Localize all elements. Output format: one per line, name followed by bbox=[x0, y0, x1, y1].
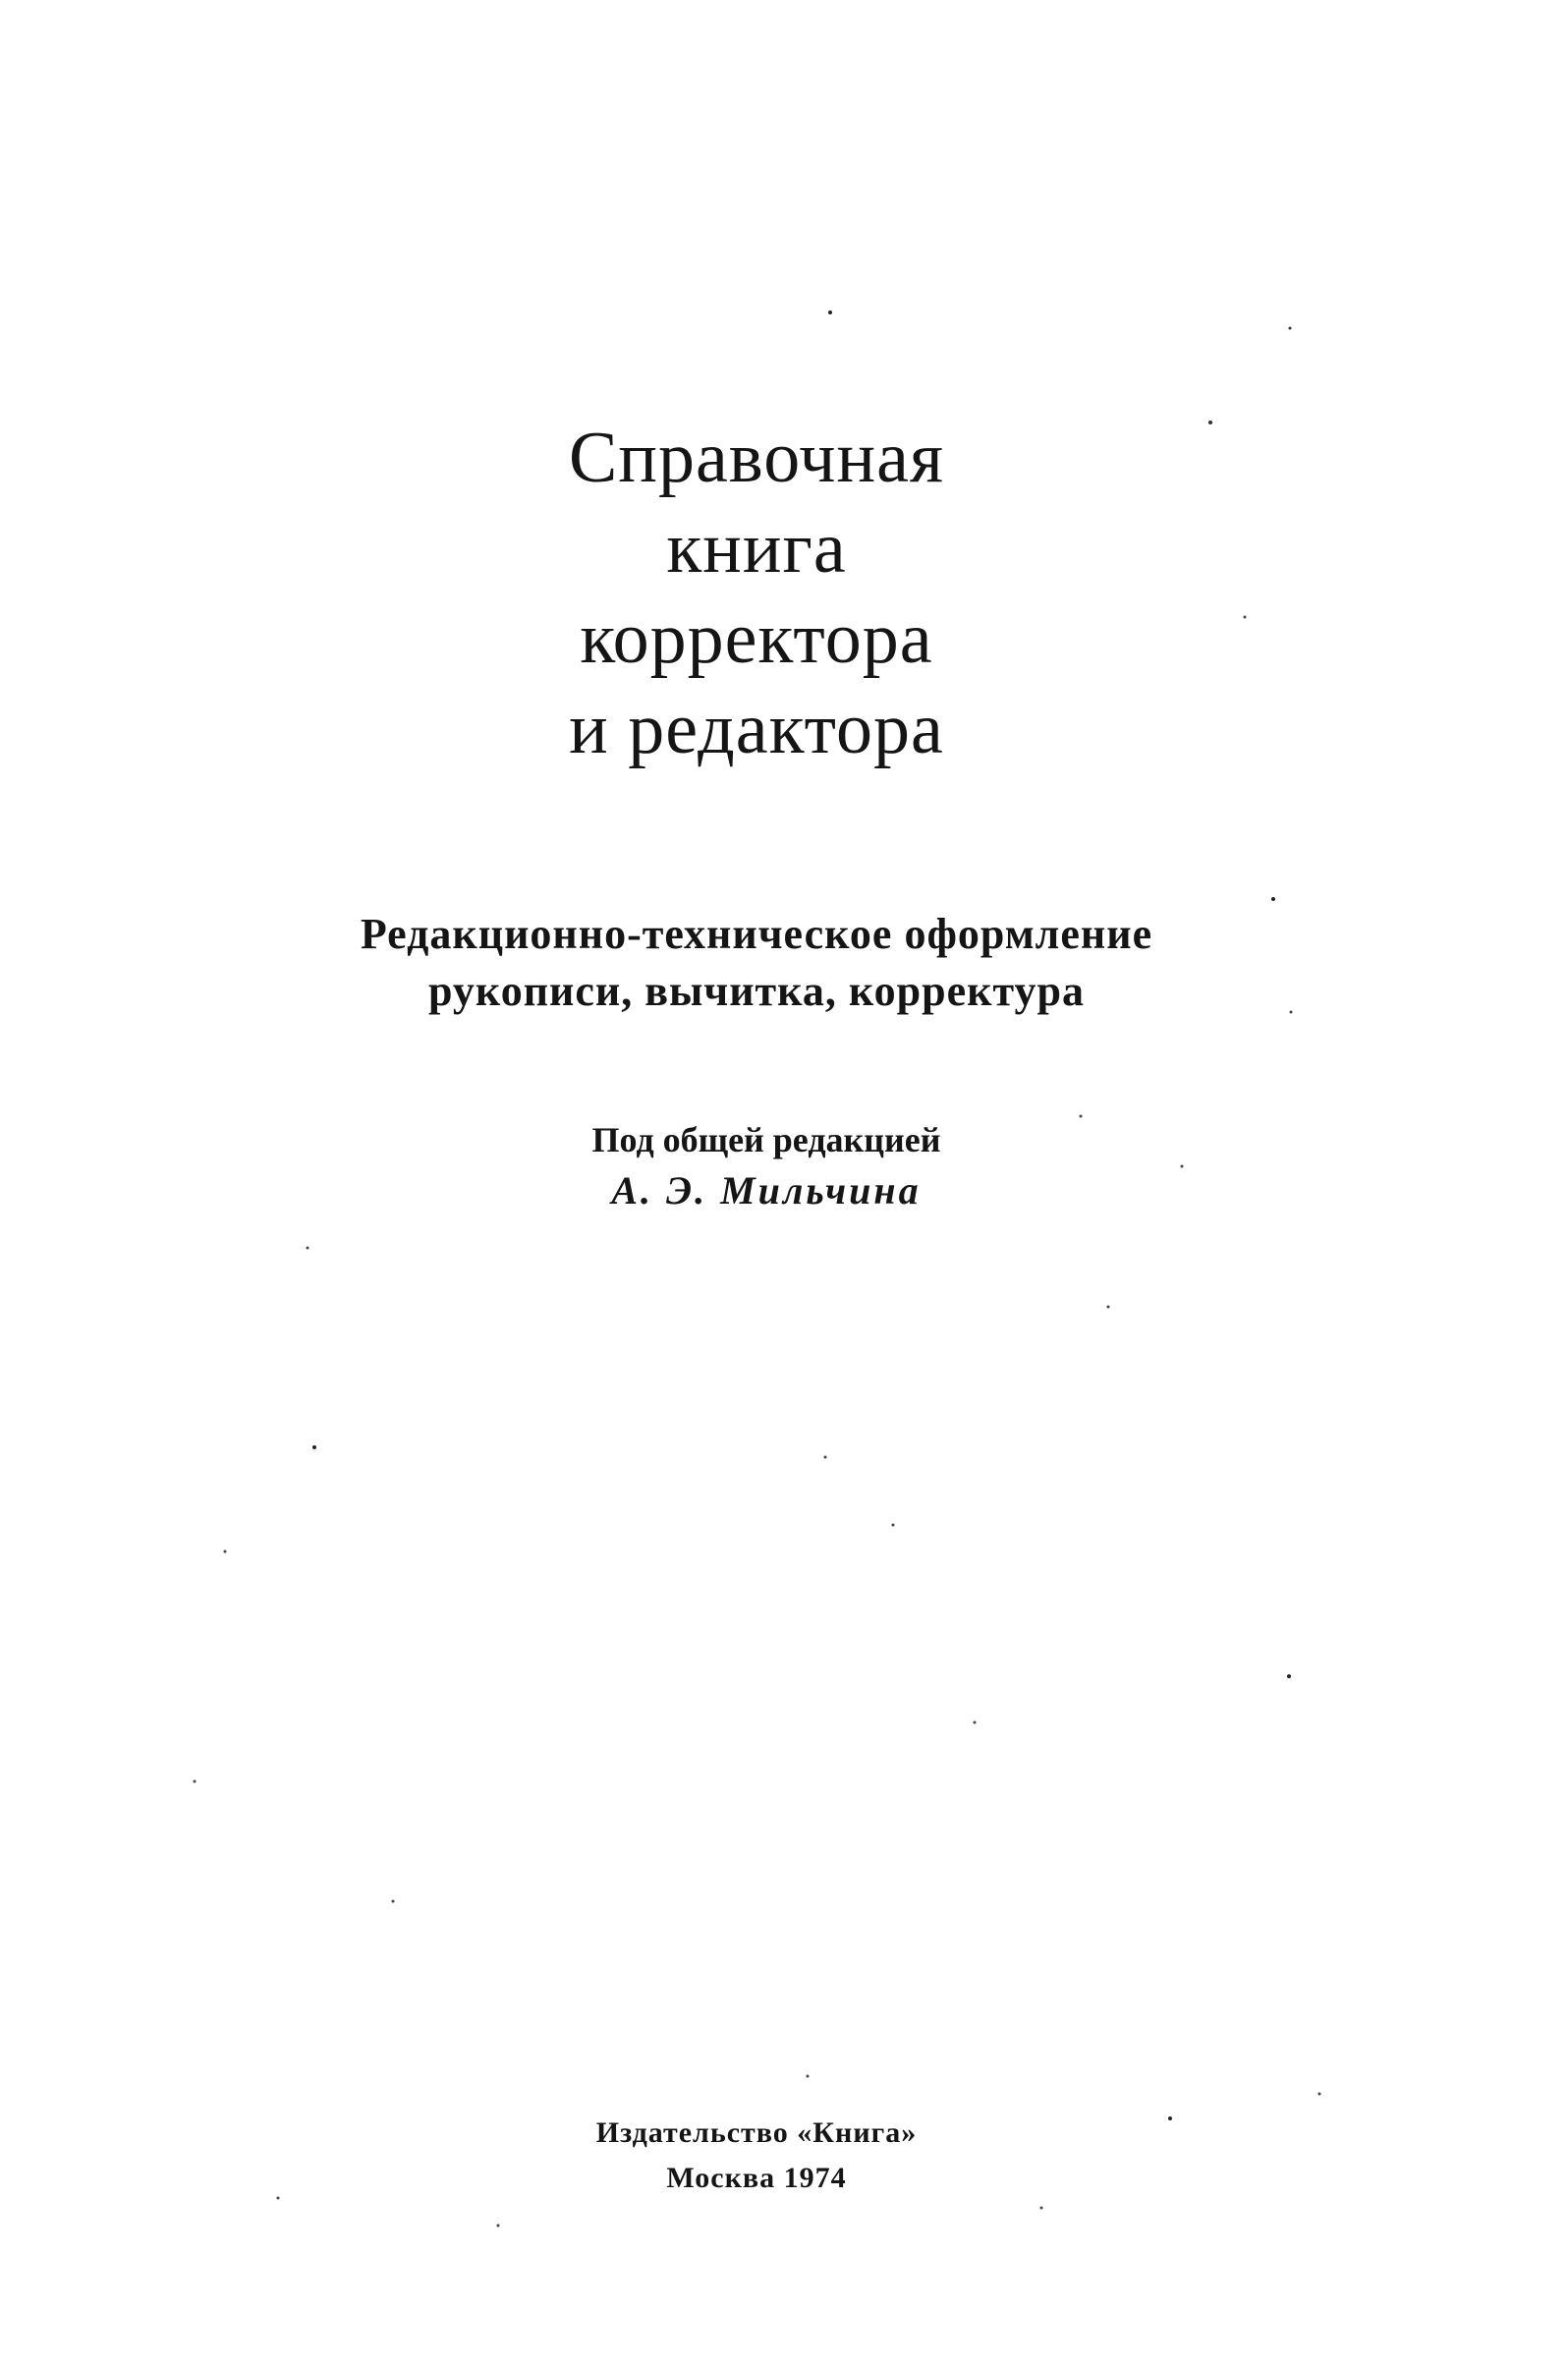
publisher-name: Издательство «Книга» bbox=[595, 2116, 918, 2149]
title-line: Справочная bbox=[568, 418, 945, 498]
editor-caption: Под общей редакцией bbox=[591, 1120, 941, 1159]
book-subtitle bbox=[275, 906, 1238, 1020]
place-and-year: Москва 1974 bbox=[666, 2162, 847, 2194]
publisher-imprint bbox=[531, 2111, 982, 2201]
title-line: корректора bbox=[580, 598, 933, 679]
subtitle-line: Редакционно-техническое оформление bbox=[360, 910, 1153, 958]
editor-name: А. Э. Мильчина bbox=[611, 1168, 922, 1212]
subtitle-line: рукописи, вычитка, корректура bbox=[428, 967, 1085, 1015]
book-title bbox=[491, 413, 1022, 774]
title-line: и редактора bbox=[569, 689, 944, 769]
title-line: книга bbox=[666, 508, 847, 589]
editor-credit bbox=[491, 1115, 1041, 1217]
